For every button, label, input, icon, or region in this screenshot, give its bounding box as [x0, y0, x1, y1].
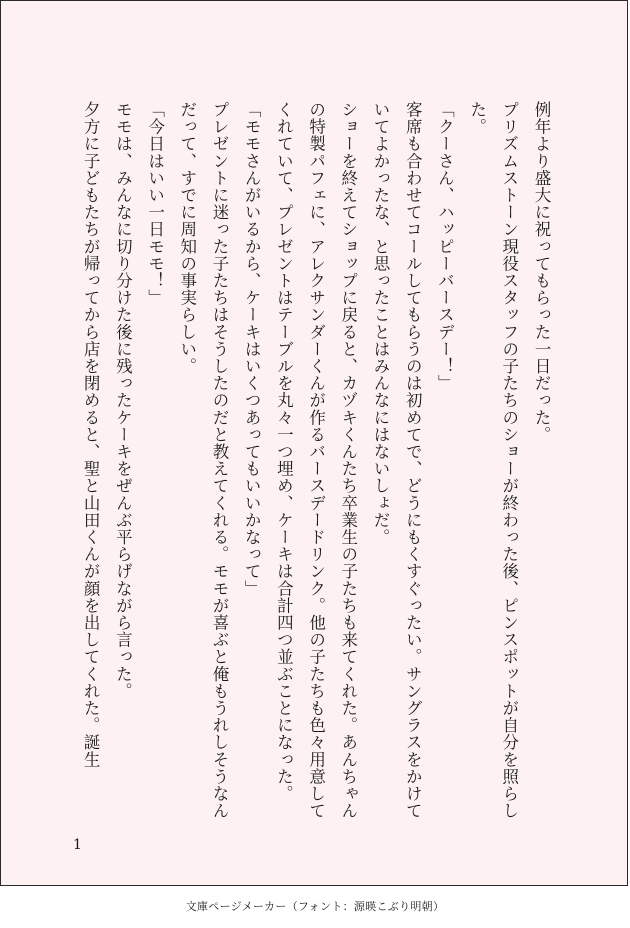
- paragraph-10: 夕方に子どもたちが帰ってから店を閉めると、聖と山田くんが顔を出してくれた。誕生: [81, 101, 101, 768]
- paragraph-7: プレゼントに迷った子たちはそうしたのだと教えてくれる。モモが喜ぶと俺もうれしそうなんだって、すでに周知の事実らしい。: [177, 101, 229, 820]
- paragraph-6: 「モモさんがいるから、ケーキはいくつあってもいいかなって」: [242, 101, 262, 597]
- paragraph-8: 「今日はいい一日モモ！」: [145, 101, 165, 307]
- paragraph-3: 「クーさん、ハッピーバースデー！」: [435, 101, 455, 392]
- paragraph-5: ショーを終えてショップに戻ると、カヅキくんたち卒業生の子たちも来てくれた。あんちゃんの特製パフェに、アレクサンダーくんが作るバースデードリンク。他の子たちも色々用意してくれていて、プレゼントはテーブルを丸々一つ埋め、ケーキは合計四つ並ぶことになった。: [274, 101, 358, 820]
- paragraph-2: プリズムストーン現役スタッフの子たちのショーが終わった後、ピンスポットが自分を照らした。: [467, 101, 519, 820]
- footer-credit: 文庫ページメーカー（フォント：源暎こぶり明朝）: [185, 900, 445, 913]
- page-number: 1: [73, 837, 82, 853]
- paragraph-4: 客席も合わせてコールしてもらうのは初めてで、どうにもくすぐったい。サングラスをかけていてよかったな、と思ったことはみんなにはないしょだ。: [370, 101, 423, 820]
- vertical-text-body: [74, 101, 557, 821]
- paragraph-9: モモは、みんなに切り分けた後に残ったケーキをぜんぶ平らげながら言った。: [113, 101, 133, 700]
- paragraph-1: 例年より盛大に祝ってもらった一日だった。: [532, 101, 551, 443]
